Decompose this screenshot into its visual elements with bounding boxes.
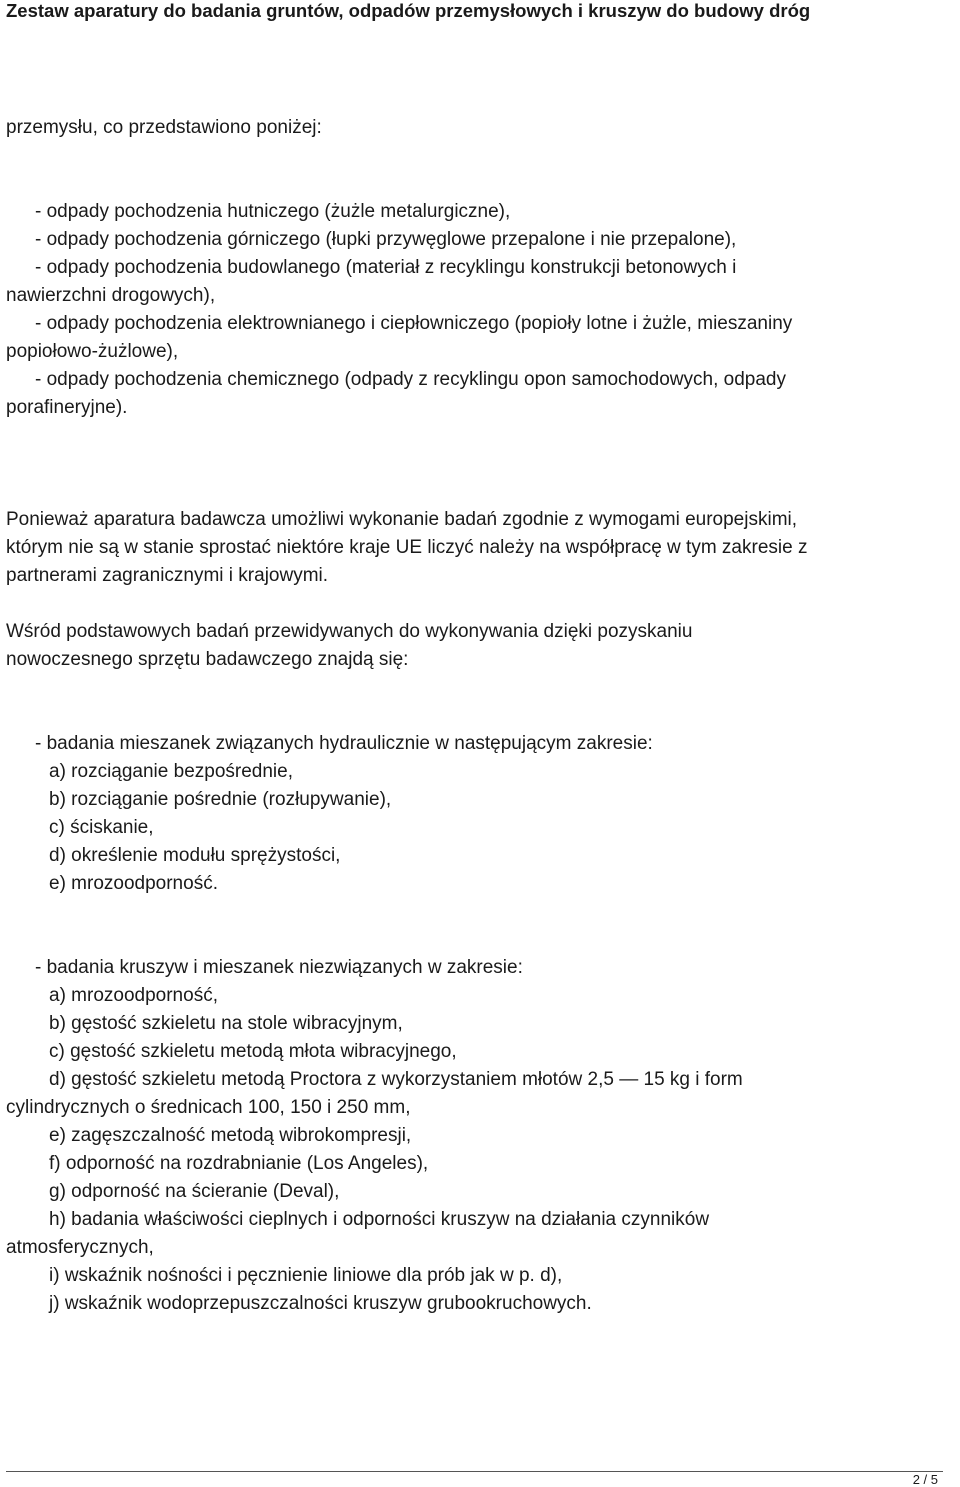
list-item: a) mrozoodporność, bbox=[49, 985, 218, 1006]
document-title: Zestaw aparatury do badania gruntów, odpadów przemysłowych i kruszyw do budowy dróg bbox=[6, 0, 811, 21]
section-heading-hydraulic: - badania mieszanek związanych hydraulicznie w następującym zakresie: bbox=[35, 733, 653, 754]
list-item: - odpady pochodzenia chemicznego (odpady z recyklingu opon samochodowych, odpady bbox=[35, 369, 786, 390]
intro-text: przemysłu, co przedstawiono poniżej: bbox=[6, 117, 322, 138]
list-item-continuation: cylindrycznych o średnicach 100, 150 i 250 mm, bbox=[6, 1097, 411, 1118]
list-item: - odpady pochodzenia górniczego (łupki przywęglowe przepalone i nie przepalone), bbox=[35, 229, 737, 250]
list-item: e) zagęszczalność metodą wibrokompresji, bbox=[49, 1125, 412, 1146]
list-item: c) ściskanie, bbox=[49, 817, 154, 838]
paragraph-line: partnerami zagranicznymi i krajowymi. bbox=[6, 565, 329, 586]
section-heading-aggregate: - badania kruszyw i mieszanek niezwiązanych w zakresie: bbox=[35, 957, 523, 978]
list-item: b) gęstość szkieletu na stole wibracyjnym, bbox=[49, 1013, 403, 1034]
list-item: a) rozciąganie bezpośrednie, bbox=[49, 761, 293, 782]
list-item: i) wskaźnik nośności i pęcznienie liniowe dla prób jak w p. d), bbox=[49, 1265, 563, 1286]
list-item-continuation: porafineryjne). bbox=[6, 397, 128, 418]
footer-divider bbox=[6, 1471, 943, 1472]
page-number: 2 / 5 bbox=[912, 1472, 938, 1487]
paragraph-line: Ponieważ aparatura badawcza umożliwi wykonanie badań zgodnie z wymogami europejskimi, bbox=[6, 509, 798, 530]
list-item: e) mrozoodporność. bbox=[49, 873, 218, 894]
paragraph-line: nowoczesnego sprzętu badawczego znajdą się: bbox=[6, 649, 409, 670]
paragraph-line: Wśród podstawowych badań przewidywanych do wykonywania dzięki pozyskaniu bbox=[6, 621, 693, 642]
list-item-continuation: popiołowo-żużlowe), bbox=[6, 341, 179, 362]
list-item: d) określenie modułu sprężystości, bbox=[49, 845, 341, 866]
list-item: d) gęstość szkieletu metodą Proctora z wykorzystaniem młotów 2,5 — 15 kg i form bbox=[49, 1069, 743, 1090]
list-item: h) badania właściwości cieplnych i odporności kruszyw na działania czynników bbox=[49, 1209, 710, 1230]
list-item-continuation: atmosferycznych, bbox=[6, 1237, 154, 1258]
list-item: - odpady pochodzenia hutniczego (żużle metalurgiczne), bbox=[35, 201, 511, 222]
list-item: c) gęstość szkieletu metodą młota wibracyjnego, bbox=[49, 1041, 457, 1062]
list-item: - odpady pochodzenia elektrownianego i ciepłowniczego (popioły lotne i żużle, mieszaniny bbox=[35, 313, 793, 334]
list-item: j) wskaźnik wodoprzepuszczalności kruszyw grubookruchowych. bbox=[49, 1293, 592, 1314]
list-item: - odpady pochodzenia budowlanego (materiał z recyklingu konstrukcji betonowych i bbox=[35, 257, 737, 278]
list-item-continuation: nawierzchni drogowych), bbox=[6, 285, 216, 306]
list-item: b) rozciąganie pośrednie (rozłupywanie), bbox=[49, 789, 392, 810]
paragraph-line: którym nie są w stanie sprostać niektóre kraje UE liczyć należy na współpracę w tym zakresie z bbox=[6, 537, 808, 558]
list-item: g) odporność na ścieranie (Deval), bbox=[49, 1181, 340, 1202]
list-item: f) odporność na rozdrabnianie (Los Angeles), bbox=[49, 1153, 429, 1174]
